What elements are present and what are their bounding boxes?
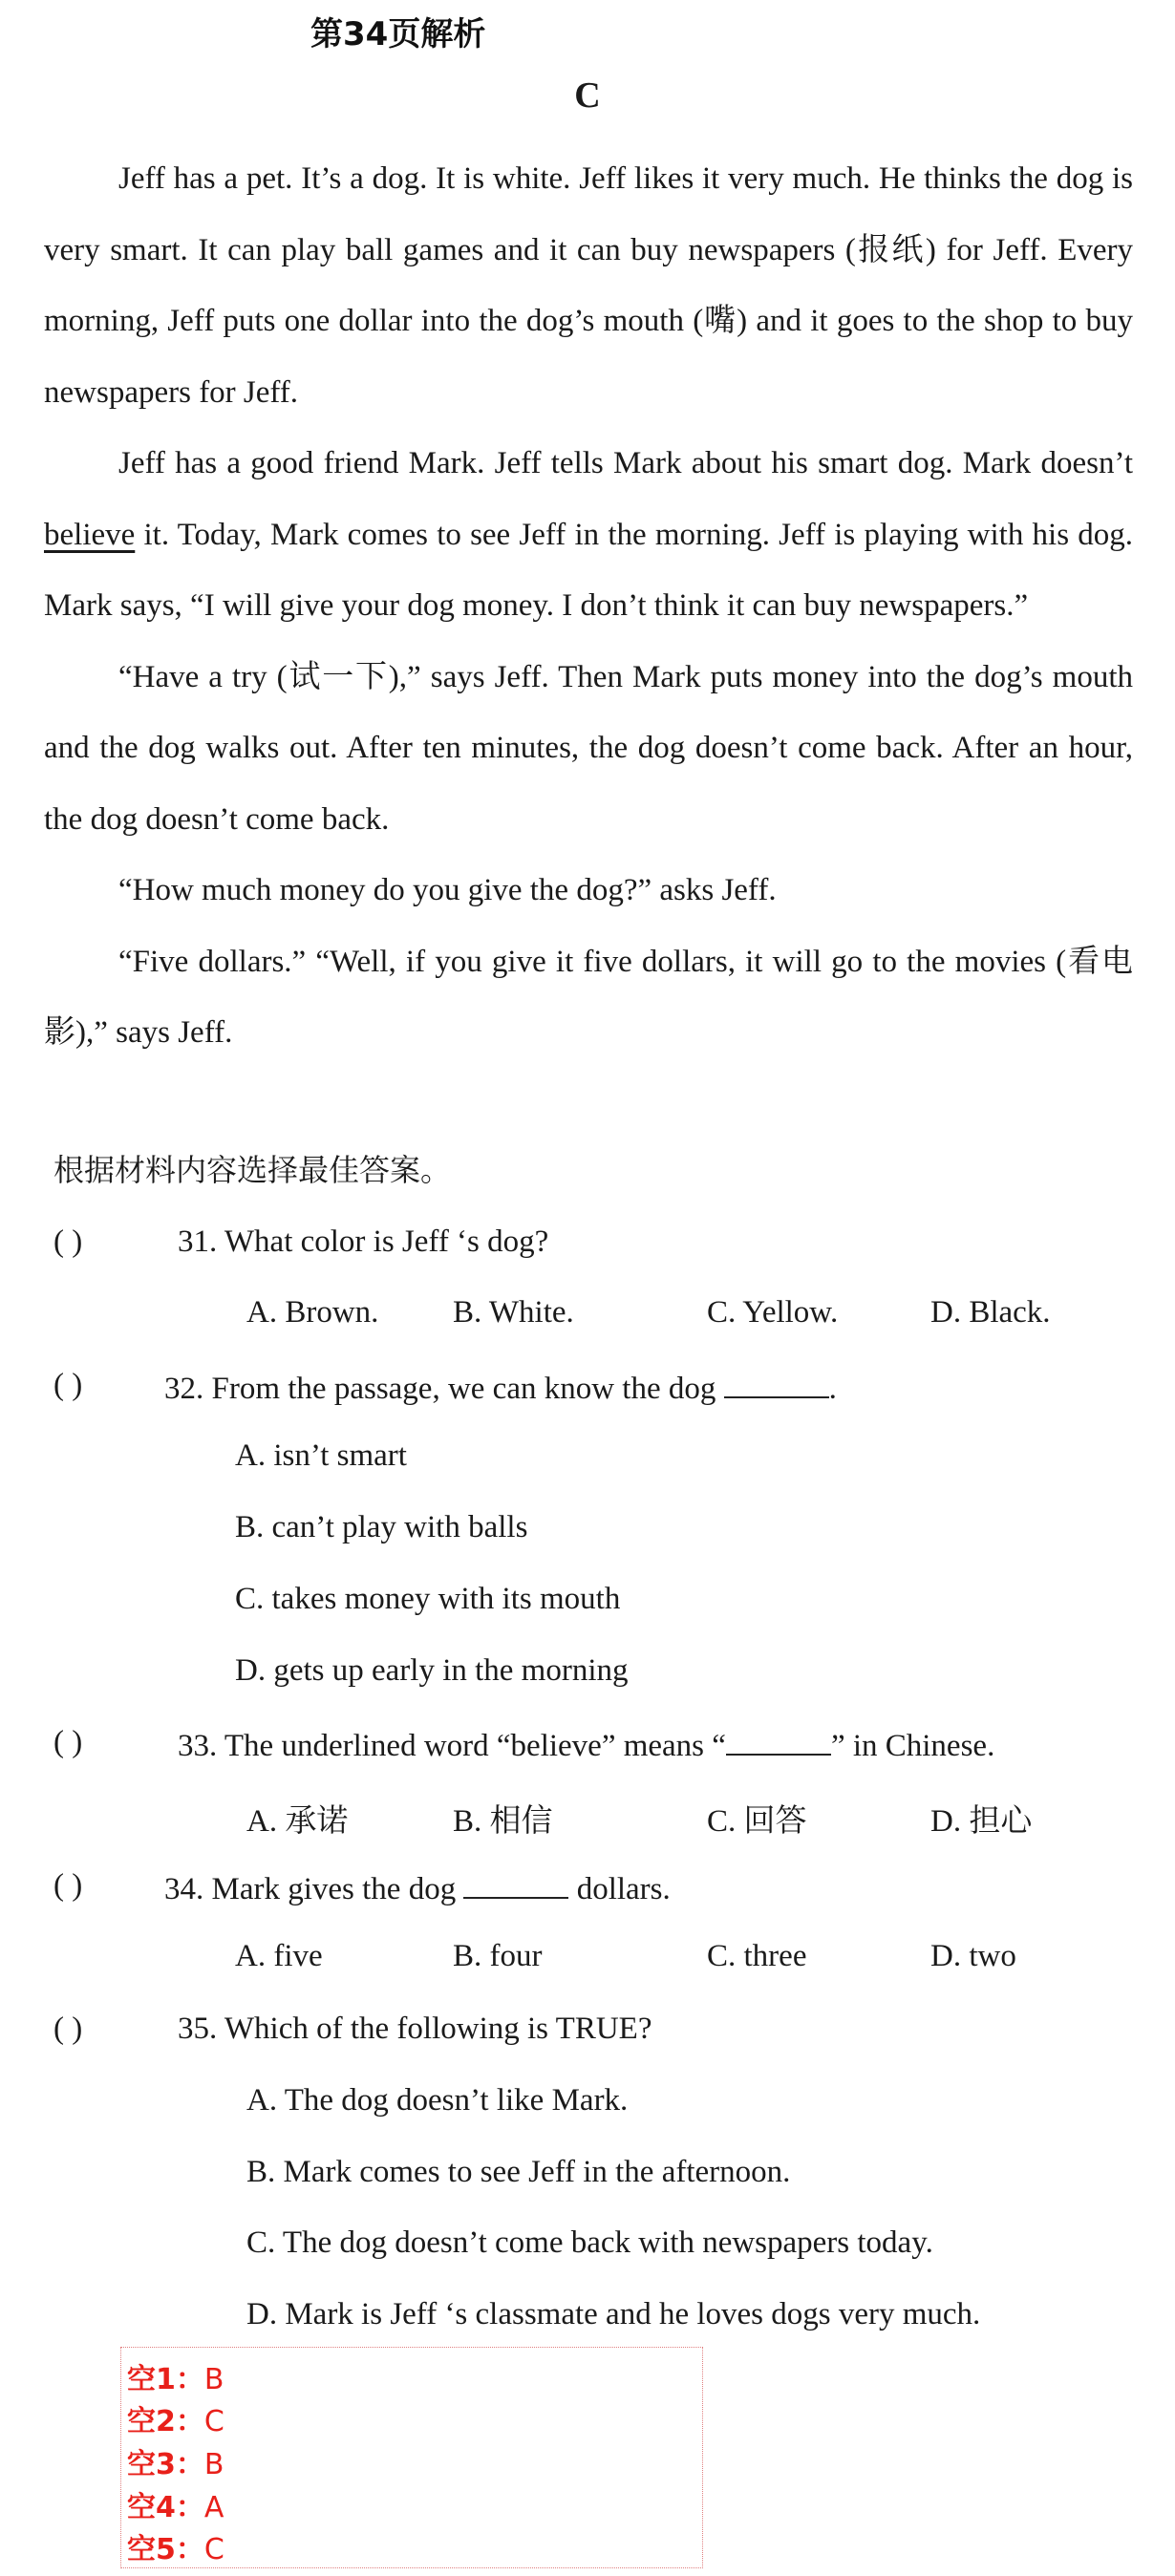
instruction: 根据材料内容选择最佳答案。 (53, 1152, 452, 1188)
answer-paren-34: ( ) (53, 1868, 83, 1903)
question-33-end: ” in Chinese. (830, 1729, 995, 1763)
reading-passage (44, 143, 1133, 1069)
answer-key-box (120, 2347, 703, 2568)
question-32-text: 32. From the passage, we can know the dog (164, 1372, 724, 1406)
question-34-text: 34. Mark gives the dog (164, 1872, 464, 1906)
question-35: 35. Which of the following is TRUE? (178, 2012, 652, 2046)
passage-paragraph-5: “Five dollars.” “Well, if you give it five dollars, it will go to the movies (看电影),” says Jeff. (44, 944, 1133, 1050)
question-32-end: . (828, 1372, 837, 1406)
answer-blank (726, 1725, 831, 1756)
answer-blank (463, 1868, 568, 1899)
question-34-end: dollars. (568, 1872, 671, 1906)
answer-row-1 (127, 2355, 224, 2397)
answer-row-5 (127, 2525, 224, 2567)
answer-label-3: 空3： (127, 2448, 204, 2481)
passage-paragraph-2 (44, 428, 1133, 642)
question-33 (178, 1725, 994, 1764)
answer-paren-31: ( ) (53, 1224, 83, 1259)
question-31: 31. What color is Jeff ‘s dog? (178, 1224, 549, 1259)
answer-value-4: A (203, 2491, 224, 2524)
option-31-c: C. Yellow. (707, 1295, 839, 1330)
answer-blank (724, 1368, 829, 1398)
answer-value-3: B (203, 2448, 224, 2481)
option-31-b: B. White. (453, 1295, 574, 1330)
option-34-c: C. three (707, 1939, 807, 1973)
section-letter: C (574, 75, 601, 116)
page-label: 第34页解析 (310, 15, 486, 53)
passage-paragraph-1: Jeff has a pet. It’s a dog. It is white. Jeff likes it very much. He thinks the dog is very smart. It can play ball games and it can buy newspapers (报纸) for Jeff. Every morning, Jeff puts one dollar into the dog’s mouth (嘴) and it goes to the shop to buy newspapers for Jeff. (44, 161, 1133, 410)
option-33-c: C. 回答 (707, 1804, 807, 1839)
option-34-b: B. four (453, 1939, 543, 1973)
option-35-b: B. Mark comes to see Jeff in the afternoon. (246, 2155, 791, 2189)
option-32-b: B. can’t play with balls (235, 1510, 528, 1544)
option-33-b: B. 相信 (453, 1804, 553, 1839)
answer-row-4 (127, 2483, 224, 2525)
answer-label-4: 空4： (127, 2491, 204, 2524)
option-32-a: A. isn’t smart (235, 1438, 407, 1473)
answer-paren-32: ( ) (53, 1368, 83, 1402)
answer-row-3 (127, 2440, 224, 2482)
option-32-c: C. takes money with its mouth (235, 1582, 621, 1616)
p2-text-after: it. Today, Mark comes to see Jeff in the morning. Jeff is playing with his dog. Mark says, “I will give your dog money. I don’t think it can buy newspapers.” (44, 517, 1133, 623)
answer-label-1: 空1： (127, 2363, 204, 2396)
option-35-d: D. Mark is Jeff ‘s classmate and he loves dogs very much. (246, 2297, 981, 2331)
answer-value-1: B (203, 2363, 224, 2396)
question-32 (164, 1368, 837, 1407)
option-31-d: D. Black. (930, 1295, 1051, 1330)
option-35-c: C. The dog doesn’t come back with newspapers today. (246, 2225, 933, 2260)
option-33-a: A. 承诺 (246, 1804, 349, 1839)
p2-text-before: Jeff has a good friend Mark. Jeff tells Mark about his smart dog. Mark doesn’t (118, 446, 1133, 480)
answer-paren-33: ( ) (53, 1725, 83, 1759)
answer-value-2: C (203, 2405, 224, 2438)
answer-row-2 (127, 2397, 224, 2439)
answer-label-2: 空2： (127, 2405, 204, 2438)
option-34-d: D. two (930, 1939, 1016, 1973)
option-33-d: D. 担心 (930, 1804, 1033, 1839)
option-32-d: D. gets up early in the morning (235, 1653, 629, 1688)
passage-paragraph-3: “Have a try (试一下),” says Jeff. Then Mark puts money into the dog’s mouth and the dog walks out. After ten minutes, the dog doesn’t come back. After an hour, the dog doesn’t come back. (44, 659, 1133, 837)
answer-label-5: 空5： (127, 2533, 204, 2566)
question-34 (164, 1868, 671, 1907)
question-33-text: 33. The underlined word “believe” means “ (178, 1729, 726, 1763)
passage-paragraph-4: “How much money do you give the dog?” asks Jeff. (118, 873, 777, 907)
option-35-a: A. The dog doesn’t like Mark. (246, 2083, 629, 2118)
underlined-word: believe (44, 517, 136, 552)
option-34-a: A. five (235, 1939, 323, 1973)
option-31-a: A. Brown. (246, 1295, 379, 1330)
answer-paren-35: ( ) (53, 2012, 83, 2046)
answer-value-5: C (203, 2533, 224, 2566)
